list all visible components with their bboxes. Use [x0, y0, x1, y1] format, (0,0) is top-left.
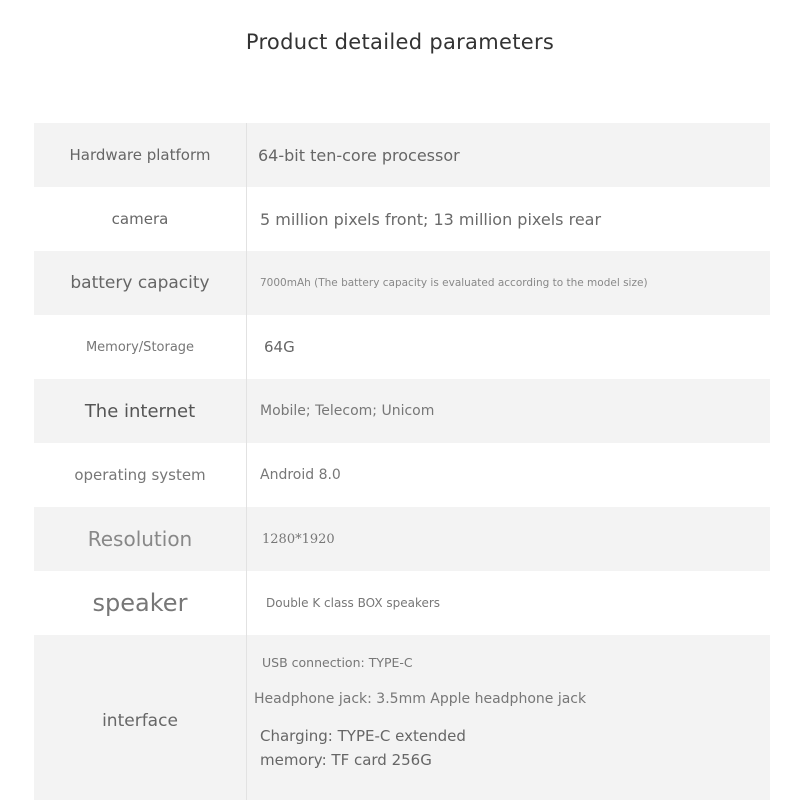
- param-value-cell: [246, 635, 770, 800]
- param-value-cell: [246, 187, 770, 251]
- param-value-cell: [246, 571, 770, 635]
- page-title: Product detailed parameters: [245, 30, 555, 54]
- param-label: Memory/Storage: [85, 339, 195, 355]
- param-value-cell: [246, 507, 770, 571]
- param-value-cell: [246, 315, 770, 379]
- param-value: 7000mAh (The battery capacity is evaluated according to the model size): [260, 277, 648, 289]
- param-label: operating system: [74, 466, 206, 484]
- column-divider: [246, 443, 247, 507]
- param-value: 64-bit ten-core processor: [258, 145, 460, 165]
- param-value: Double K class BOX speakers: [266, 596, 441, 610]
- param-row-speaker: [34, 571, 770, 635]
- parameters-table: [34, 123, 770, 800]
- column-divider: [246, 379, 247, 443]
- column-divider: [246, 635, 247, 800]
- param-value-cell: [246, 251, 770, 315]
- column-divider: [246, 251, 247, 315]
- param-row-interface: [34, 635, 770, 800]
- param-row-hardware-platform: [34, 123, 770, 187]
- param-label: The internet: [84, 400, 196, 422]
- param-label: camera: [111, 210, 169, 228]
- param-label: Resolution: [87, 527, 193, 551]
- param-value: USB connection: TYPE-C: [262, 655, 413, 670]
- param-label: battery capacity: [70, 273, 210, 293]
- param-value-cell: [246, 123, 770, 187]
- param-row-battery-capacity: [34, 251, 770, 315]
- column-divider: [246, 315, 247, 379]
- param-row-memory-storage: [34, 315, 770, 379]
- param-value: Android 8.0: [260, 467, 341, 483]
- param-label: Hardware platform: [69, 146, 211, 164]
- param-value: 64G: [264, 338, 295, 356]
- param-row-operating-system: [34, 443, 770, 507]
- param-value: 1280*1920: [262, 531, 335, 547]
- param-row-resolution: [34, 507, 770, 571]
- param-value-cell: [246, 443, 770, 507]
- param-label: speaker: [92, 589, 188, 617]
- param-value: 5 million pixels front; 13 million pixels rear: [260, 209, 602, 229]
- column-divider: [246, 123, 247, 187]
- param-label: interface: [102, 710, 178, 731]
- param-value: Headphone jack: 3.5mm Apple headphone jack: [254, 691, 587, 707]
- column-divider: [246, 507, 247, 571]
- param-value: Mobile; Telecom; Unicom: [260, 403, 435, 419]
- param-value: memory: TF card 256G: [260, 751, 432, 769]
- param-value: Charging: TYPE-C extended: [260, 727, 466, 745]
- column-divider: [246, 571, 247, 635]
- param-row-the-internet: [34, 379, 770, 443]
- param-row-camera: [34, 187, 770, 251]
- column-divider: [246, 187, 247, 251]
- param-value-cell: [246, 379, 770, 443]
